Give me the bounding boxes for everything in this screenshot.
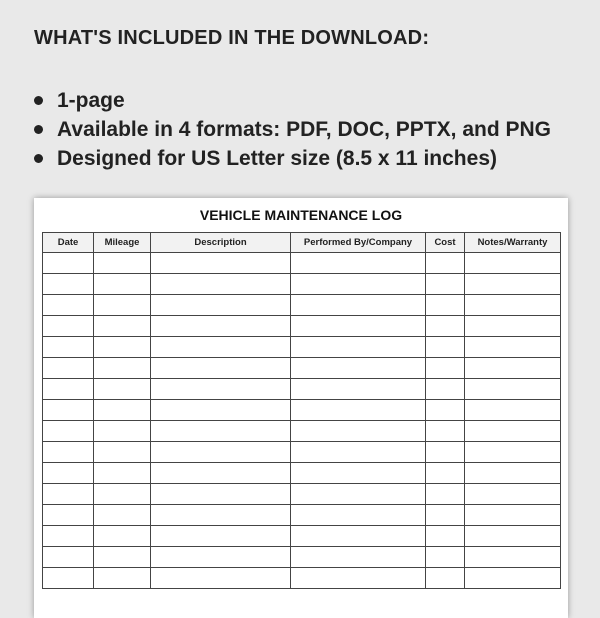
table-cell [426,547,465,568]
table-row [43,421,561,442]
column-header-cost: Cost [426,233,465,253]
table-cell [426,442,465,463]
table-cell [151,358,291,379]
bullet-icon [34,125,43,134]
table-cell [94,358,151,379]
table-cell [465,358,561,379]
table-cell [94,442,151,463]
table-cell [291,295,426,316]
table-cell [151,463,291,484]
table-row [43,379,561,400]
table-cell [94,316,151,337]
table-cell [426,400,465,421]
bullet-icon [34,96,43,105]
table-header-row [43,233,561,253]
table-cell [151,547,291,568]
table-row [43,484,561,505]
table-row [43,400,561,421]
bullet-icon [34,154,43,163]
table-cell [465,526,561,547]
table-cell [151,400,291,421]
table-cell [94,337,151,358]
column-header-notes: Notes/Warranty [465,233,561,253]
table-cell [291,505,426,526]
table-cell [94,379,151,400]
table-cell [43,379,94,400]
table-cell [43,526,94,547]
table-cell [151,379,291,400]
table-row [43,526,561,547]
table-cell [465,400,561,421]
table-cell [43,442,94,463]
feature-item [34,115,551,144]
table-cell [94,274,151,295]
column-header-description: Description [151,233,291,253]
table-cell [465,316,561,337]
table-cell [151,295,291,316]
table-cell [291,358,426,379]
page-heading: WHAT'S INCLUDED IN THE DOWNLOAD: [34,27,430,49]
table-cell [94,463,151,484]
table-cell [465,463,561,484]
table-cell [291,463,426,484]
table-cell [151,316,291,337]
table-cell [94,568,151,589]
table-cell [426,526,465,547]
log-title: VEHICLE MAINTENANCE LOG [199,207,403,223]
table-cell [291,421,426,442]
table-cell [426,568,465,589]
table-cell [291,568,426,589]
table-row [43,568,561,589]
table-cell [465,484,561,505]
table-row [43,316,561,337]
table-cell [151,505,291,526]
table-cell [43,484,94,505]
table-cell [465,337,561,358]
table-cell [151,253,291,274]
table-cell [43,274,94,295]
table-cell [94,505,151,526]
column-header-performed-by: Performed By/Company [291,233,426,253]
table-cell [465,379,561,400]
table-cell [94,526,151,547]
table-cell [465,274,561,295]
feature-text: 1-page [57,89,125,112]
maintenance-log-table [42,232,561,589]
table-cell [151,568,291,589]
table-cell [291,337,426,358]
table-cell [465,442,561,463]
table-cell [426,295,465,316]
table-cell [465,253,561,274]
table-cell [426,316,465,337]
feature-text: Designed for US Letter size (8.5 x 11 inches) [57,147,497,170]
table-row [43,463,561,484]
table-cell [43,421,94,442]
table-cell [426,379,465,400]
log-preview-page [34,198,568,618]
table-cell [43,358,94,379]
table-cell [151,274,291,295]
table-row [43,253,561,274]
table-cell [94,421,151,442]
table-cell [291,442,426,463]
table-cell [291,484,426,505]
table-cell [43,568,94,589]
table-cell [291,274,426,295]
table-cell [151,526,291,547]
table-row [43,505,561,526]
table-cell [465,295,561,316]
table-cell [151,421,291,442]
table-cell [291,400,426,421]
table-cell [426,484,465,505]
table-cell [291,253,426,274]
table-cell [426,337,465,358]
feature-text: Available in 4 formats: PDF, DOC, PPTX, and PNG [57,118,551,141]
table-cell [94,253,151,274]
table-cell [465,547,561,568]
table-cell [465,568,561,589]
table-cell [426,358,465,379]
table-cell [43,295,94,316]
table-cell [426,463,465,484]
table-cell [43,316,94,337]
table-cell [94,547,151,568]
table-cell [43,400,94,421]
table-cell [94,295,151,316]
table-row [43,337,561,358]
table-cell [43,505,94,526]
table-cell [43,463,94,484]
table-cell [94,400,151,421]
table-cell [426,253,465,274]
column-header-mileage: Mileage [94,233,151,253]
column-header-date: Date [43,233,94,253]
table-cell [151,442,291,463]
table-cell [426,505,465,526]
table-cell [426,274,465,295]
table-row [43,442,561,463]
table-cell [291,379,426,400]
table-cell [151,484,291,505]
table-cell [291,547,426,568]
table-cell [94,484,151,505]
table-cell [465,421,561,442]
table-cell [291,526,426,547]
table-row [43,295,561,316]
table-cell [43,253,94,274]
table-row [43,358,561,379]
table-row [43,274,561,295]
feature-item [34,86,551,115]
table-cell [43,337,94,358]
table-cell [43,547,94,568]
feature-item [34,144,551,173]
table-row [43,547,561,568]
feature-list [34,86,551,173]
table-cell [291,316,426,337]
table-cell [151,337,291,358]
table-cell [426,421,465,442]
table-cell [465,505,561,526]
